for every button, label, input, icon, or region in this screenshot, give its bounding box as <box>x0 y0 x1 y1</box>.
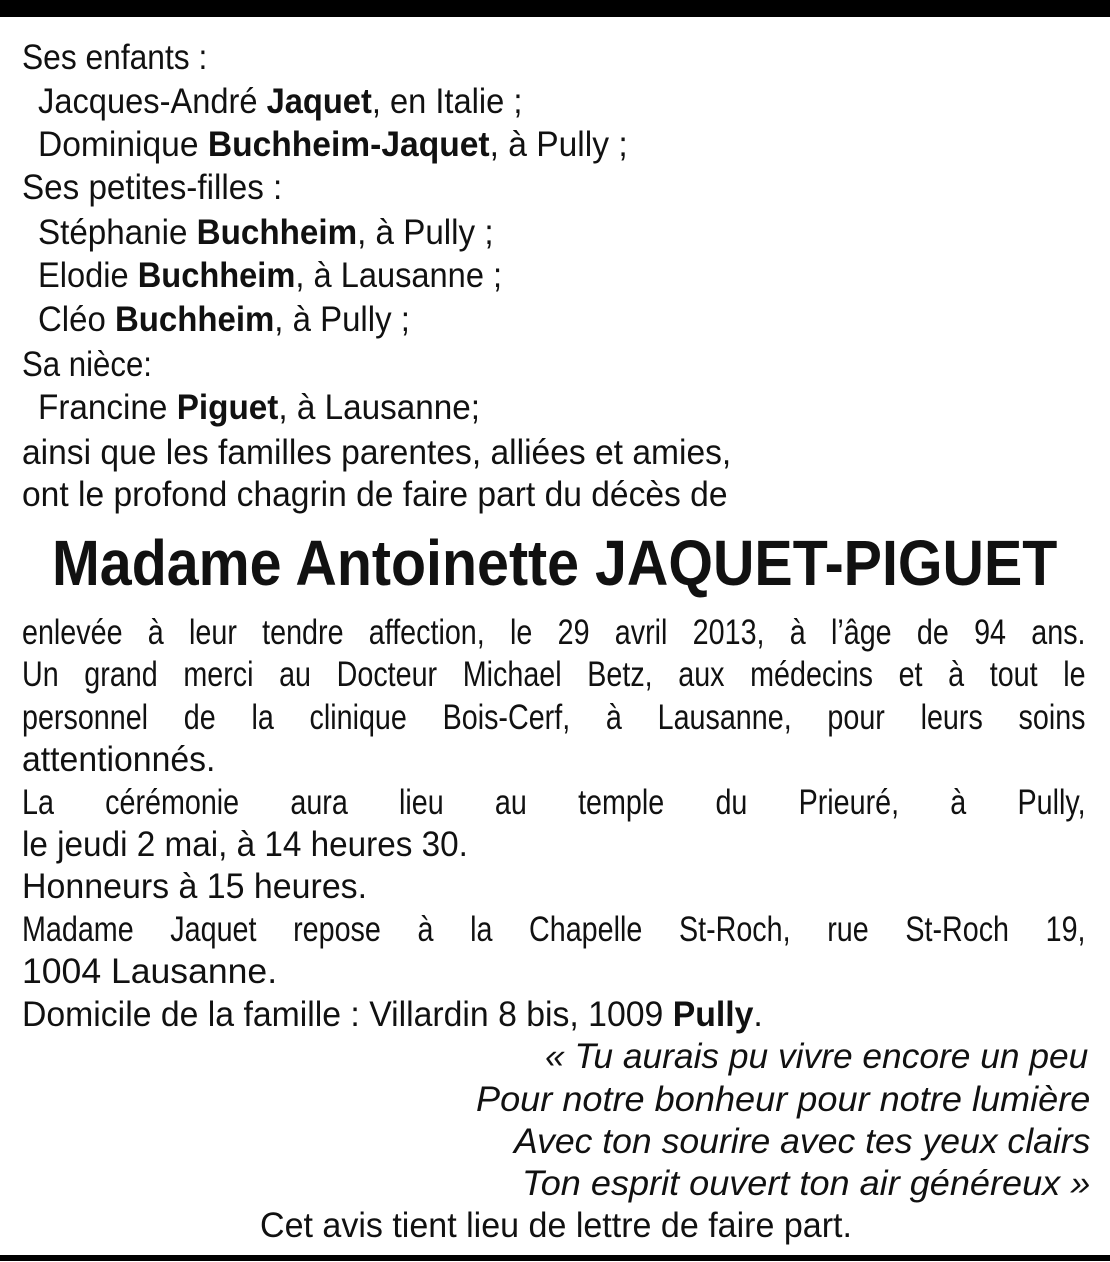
body-text: Honneurs à 15 heures. <box>22 867 368 906</box>
place: , à Lausanne ; <box>295 256 503 295</box>
top-rule <box>0 0 1110 17</box>
child-entry <box>38 80 557 123</box>
body-line <box>22 696 1110 739</box>
label-text: Ses enfants : <box>22 38 208 77</box>
last-name: Jaquet <box>266 82 372 121</box>
body-line <box>22 781 1110 824</box>
closing-note <box>260 1204 869 1247</box>
intro-text: ont le profond chagrin de faire part du décès de <box>22 475 728 514</box>
poem-text: Pour notre bonheur pour notre lumière <box>476 1080 1091 1119</box>
niece-entry <box>38 386 503 429</box>
deceased-name <box>52 523 1110 603</box>
intro-text: ainsi que les familles parentes, alliées et amies, <box>22 433 732 472</box>
body-text: le jeudi 2 mai, à 14 heures 30. <box>22 825 468 864</box>
niece-label <box>22 343 168 386</box>
bottom-rule <box>0 1255 1110 1261</box>
poem-line <box>545 1035 1089 1078</box>
body-text: personnel de la clinique Bois-Cerf, à Lausanne, pour leurs soins <box>22 698 1086 737</box>
poem-text: Ton esprit ouvert ton air généreux » <box>522 1164 1091 1203</box>
last-name: Buchheim-Jaquet <box>207 125 490 164</box>
label-text: Sa nièce: <box>22 345 152 384</box>
first-name: Jacques-André <box>38 82 267 121</box>
body-text: 1004 Lausanne. <box>22 952 278 991</box>
closing-text: Cet avis tient lieu de lettre de faire part. <box>260 1206 852 1245</box>
last-name: Piguet <box>176 388 279 427</box>
last-name: Buchheim <box>114 300 275 339</box>
place: , à Pully ; <box>274 300 410 339</box>
granddaughters-label <box>22 166 296 209</box>
body-line <box>22 950 278 993</box>
body-line <box>22 738 222 781</box>
child-entry <box>38 123 653 166</box>
first-name: Cléo <box>38 300 115 339</box>
first-name: Elodie <box>38 256 138 295</box>
first-name: Dominique <box>38 125 208 164</box>
body-line <box>22 823 491 866</box>
poem-line <box>476 1078 1091 1121</box>
name-text: Madame Antoinette JAQUET-PIGUET <box>52 527 1058 599</box>
body-line <box>22 908 1110 951</box>
body-text: Madame Jaquet repose à la Chapelle St-Roch, rue St-Roch 19, <box>22 910 1086 949</box>
place: , à Pully ; <box>489 125 628 164</box>
granddaughter-entry <box>38 254 536 297</box>
domicile-line <box>22 993 790 1036</box>
body-line <box>22 653 1110 696</box>
poem-text: « Tu aurais pu vivre encore un peu <box>545 1037 1089 1076</box>
first-name: Stéphanie <box>38 213 197 252</box>
last-name: Buchheim <box>196 213 358 252</box>
first-name: Francine <box>38 388 177 427</box>
poem-line <box>514 1120 1091 1163</box>
body-text: enlevée à leur tendre affection, le 29 avril 2013, à l’âge de 94 ans. <box>22 613 1086 652</box>
poem-line <box>522 1162 1091 1205</box>
body-text: La cérémonie aura lieu au temple du Prieuré, à Pully, <box>22 783 1086 822</box>
granddaughter-entry <box>38 298 433 341</box>
body-text: attentionnés. <box>22 740 216 779</box>
domicile-suffix: . <box>753 995 763 1034</box>
last-name: Buchheim <box>137 256 296 295</box>
domicile-city: Pully <box>672 995 754 1034</box>
granddaughter-entry <box>38 211 519 254</box>
intro-line <box>22 431 761 474</box>
place: , à Pully ; <box>357 213 494 252</box>
place: , à Lausanne; <box>278 388 480 427</box>
body-line <box>22 865 378 908</box>
body-text: Un grand merci au Docteur Michael Betz, aux médecins et à tout le <box>22 655 1086 694</box>
poem-text: Avec ton sourire avec tes yeux clairs <box>514 1122 1091 1161</box>
place: , en Italie ; <box>371 82 523 121</box>
body-line <box>22 611 1110 654</box>
label-text: Ses petites-filles : <box>22 168 283 207</box>
domicile-text: Domicile de la famille : Villardin 8 bis, 1009 <box>22 995 673 1034</box>
intro-line <box>22 473 758 516</box>
children-label <box>22 36 226 79</box>
